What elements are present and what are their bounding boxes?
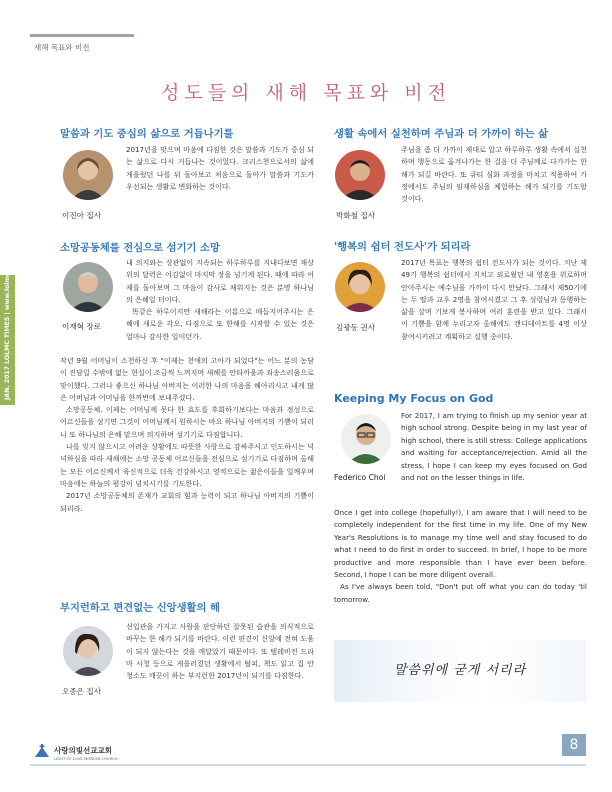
- article-heading: Keeping My Focus on God: [334, 392, 494, 405]
- article-paragraph: 소망공동체. 이제는 어머님께 못다 한 효도를 후회하기보다는 마음과 정성으로 어르신들을 섬기면 그것이 어머님께서 원하시는 바요 하나님 아버지의 기쁨이 되리니 또 하나님의 은혜 맡으며 의지하며 섬기기로 다짐합니다.: [60, 405, 314, 439]
- article-paragraph: As I've always been told, "Don't put off what you can do today 'til tomorrow.: [334, 582, 587, 604]
- article-body: [126, 621, 314, 682]
- article-body-continued: [334, 507, 587, 606]
- calligraphy-banner: [334, 640, 586, 702]
- article-body-continued: [60, 355, 314, 515]
- article-heading: 부지런하고 편견없는 신앙생활의 해: [60, 602, 220, 614]
- author-name: Federico Choi: [334, 473, 386, 482]
- article-paragraph: 작년 9월 어머님이 소천하신 후 "이제는 천애의 고아가 되었다"는 어느 분의 농담이 진담일 수밖에 없는 현실이 조금씩 느껴지며 새해를 안타까움과 죄송스러움으로 맞이했다. 그러나 좋으신 하나님 아버지는 이러한 나의 마음을 헤아리시고 내게 많은 어버님과 어머님을 한꺼번에 보내주셨다.: [60, 356, 314, 402]
- author-photo: [63, 626, 113, 676]
- article-paragraph: 2017년을 맞으며 마음에 다짐한 것은 말씀과 기도가 중심 되는 삶으로 다시 거듭나는 것이었다. 크리스천으로서의 삶에 게을렀던 나를 뒤 돌아보고 처음으로 돌아가 말씀과 기도가 우선되는 생활로 변화하는 것이다.: [126, 145, 314, 191]
- author-photo: [341, 414, 391, 464]
- church-name-en: LIGHT OF LOVE MISSION CHURCH: [54, 756, 118, 761]
- article-paragraph: 나를 잊지 않으시고 어려운 상황에도 따뜻한 사랑으로 감싸주시고 인도하시는 넉넉하심을 따라 새해에는 소망 공동체 어르신들을 전심으로 섬기기로 다짐하며 올해는 모든 어르신께서 육신적으로 더욱 건강하시고 영적으로는 젊은이들을 일깨우며 마음에는 하늘의 평강이 넘치시기를 기도한다.: [60, 442, 314, 488]
- footer-rule: [30, 764, 586, 766]
- author-photo: [63, 150, 113, 200]
- article-heading: 말씀과 기도 중심의 삶으로 거듭나기를: [60, 128, 234, 140]
- article-paragraph: Once I get into college (hopefully!), I am aware that I will need to be completely independent for the first time in my life. One of my New Year's Resolutions is to manage my time well and stay focused to do what I need to do first in order to succeed. In brief, I hope to be more productive and more responsible than I have ever been before. Second, I hope I can be more diligent overall.: [334, 508, 587, 580]
- side-tab-text: JAN. 2017 LOLMC TIMES | www.lolmc.org: [4, 258, 11, 400]
- article-heading: 생활 속에서 실천하며 주님과 더 가까이 하는 삶: [334, 128, 549, 140]
- author-name: 박화철 집사: [336, 211, 376, 220]
- author-photo: [63, 262, 113, 312]
- page-number: 8: [562, 734, 586, 756]
- article-body: [401, 257, 587, 343]
- article-heading: '행복의 쉼터 전도사'가 되리라: [334, 241, 471, 253]
- author-name: 이재혁 장로: [62, 322, 102, 331]
- article-heading: 소망공동체를 전심으로 섬기기 소망: [60, 242, 220, 254]
- article-paragraph: 내 의지와는 상관없이 지속되는 하루하루를 지내다보면 재상 위의 달력은 어김없이 마지막 장을 넘기게 된다. 때에 따라 어제를 돌아보며 그 마음이 감사로 채워지는 것은 분명 하나님의 은혜일 터이다.: [126, 258, 314, 304]
- article-paragraph: 똑같은 하루이지만 새해라는 이름으로 매듭지어주시는 은혜에 새로운 각오, 다짐으로 또 한해를 시작할 수 있는 것은 얼마나 감사한 일이던가.: [126, 307, 314, 341]
- author-name: 김광동 권사: [336, 323, 376, 332]
- author-photo: [335, 150, 385, 200]
- article-paragraph: 2017년 소망공동체의 존재가 교회의 힘과 능력이 되고 하나님 아버지의 기쁨이 되리라.: [60, 491, 314, 513]
- article-body: [401, 144, 587, 205]
- section-label: 새해 목표와 비전: [34, 43, 90, 52]
- page-title: 성도들의 새해 목표와 비전: [160, 82, 451, 104]
- church-logo-icon: [34, 744, 50, 758]
- article-paragraph: For 2017, I am trying to finish up my senior year at high school strong. Despite being in my last year of high school, there is still stress: College applications and waiting for acceptance/rejection. Amid all the stress, I hope I can keep my eyes focused on God and not on the lesser things in life.: [401, 411, 587, 483]
- author-photo: [335, 262, 385, 312]
- author-name: 이진아 집사: [62, 211, 102, 220]
- header-rule: [30, 34, 134, 37]
- article-body: [126, 144, 314, 193]
- author-name: 오종은 집사: [62, 687, 102, 696]
- church-name: 사랑의빛선교교회: [54, 746, 112, 755]
- calligraphy-text: 말씀위에 굳게 서리라: [393, 663, 527, 678]
- article-paragraph: 주님을 좀 더 가까이 제대로 알고 하루하루 생활 속에서 실천하며 행동으로 옮겨나가는 한 걸음 더 주님께로 다가가는 한 해가 되길 바란다. 또 큐티 심화 과정을 마치고 적용하여 가정에서도 주님의 임재하심을 체험하는 해가 되기를 기도할 것이다.: [401, 145, 587, 204]
- article-paragraph: 2017년 목표는 행복의 쉼터 전도사가 되는 것이다. 지난 제49기 행복의 쉼터에서 지치고 외로웠던 내 영혼을 위로하며 안아주시는 예수님을 가까이 다시 만났다. 그래서 제50기에는 두 딸과 교우 2명을 참여시켰고 그 후 성령님과 동행하는 삶을 살며 기보게 봉사하며 여러 훈련을 받고 있다. 그래서 이 기쁨을 함께 누리고자 올해에도 캔디데이트를 4명 이상 참여시키려고 계획하고 실행 중이다.: [401, 258, 587, 341]
- article-body: [126, 257, 314, 343]
- article-body: [401, 410, 587, 484]
- article-paragraph: 선입관을 가지고 사람을 판단하던 잘못된 습관을 의식적으로 바꾸는 한 해가 되기를 바란다. 이런 편견이 신앙에 전혀 도움이 되지 않는다는 것을 깨달았기 때문이다. 또 텔레비전 드라마 시청 등으로 게을러졌던 생활에서 탈피, 책도 읽고 집 안 청소도 깨끗이 하는 부지런한 2017년이 되기를 다짐한다.: [126, 622, 314, 681]
